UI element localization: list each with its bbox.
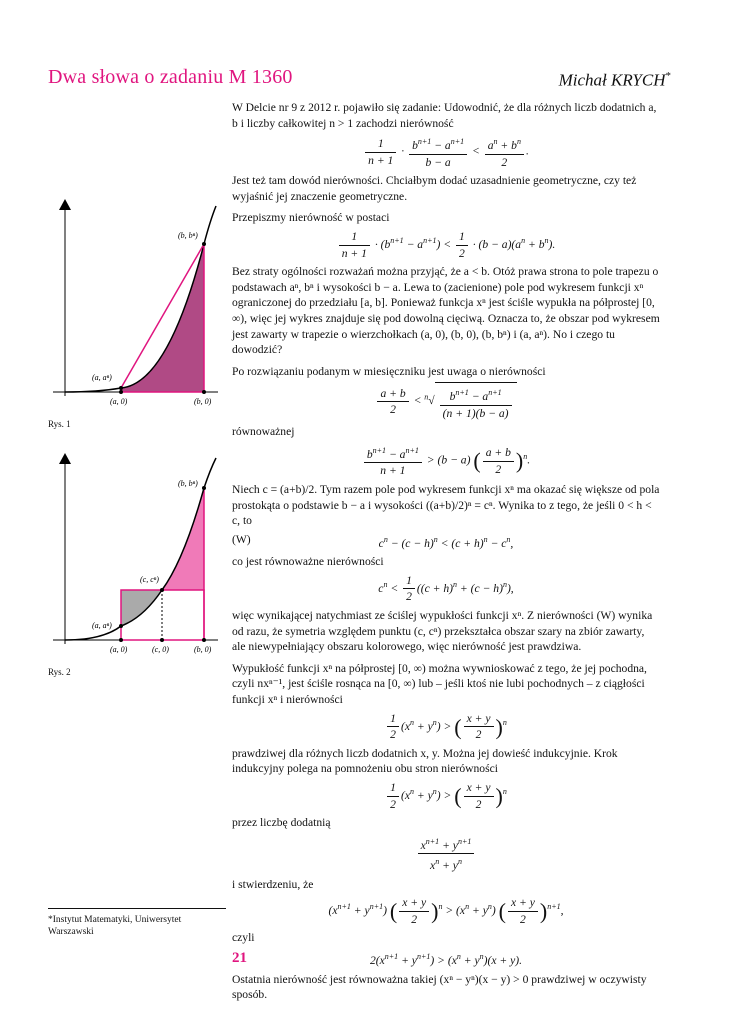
figure-1 xyxy=(48,196,228,416)
equation-3: $\frac{a + b}{2}$ < $^n$√ $\frac{b^{n+1} - a^{n+1}}{(n + 1)(b - a)}$ xyxy=(232,382,660,421)
equation-5: $c^n$ < $\frac{1}{2}$ $((c + h)^n + (c - h)^n)$, xyxy=(378,573,514,604)
footnote: *Instytut Matematyki, Uniwersytet Warszawski xyxy=(48,915,182,937)
fig2-label-a0: (a, 0) xyxy=(110,645,128,654)
paragraph-11: prawdziwej dla różnych liczb dodatnich x, y. Można jej dowieść indukcyjnie. Krok indukcyjny polega na pomnożeniu obu stron nierówności xyxy=(232,746,618,776)
figure-2 xyxy=(48,450,228,662)
equation-10: $2(x^{n+1} + y^{n+1}) > (x^n + y^n)(x + y)$. xyxy=(369,952,523,967)
main-text-column xyxy=(232,100,660,1003)
fig1-label-a0: (a, 0) xyxy=(110,397,128,406)
equation-2: $\frac{1}{n + 1}$ · $(b^{n+1} - a^{n+1})$ < $\frac{1}{2}$ · $(b - a)(a^n + b^n)$. xyxy=(232,229,660,261)
equation-4: $\frac{b^{n+1} - a^{n+1}}{n + 1}$ > (b − a) ( $\frac{a + b}{2}$ )$^n$. xyxy=(232,443,660,479)
paragraph-14: czyli xyxy=(232,931,255,945)
fig1-label-b0: (b, 0) xyxy=(194,397,212,406)
paragraph-7: Niech c = (a+b)/2. Tym razem pole pod wykresem funkcji xⁿ ma okazać się większe od pola prostokąta o podstawie b − a i wysokości ((a+b)/2)ⁿ = cⁿ. Wynika to z tego, że jeśli 0 < h < c, to xyxy=(232,483,660,528)
fig1-y-arrow xyxy=(59,199,71,210)
equation-9: $(x^{n+1} + y^{n+1})$ ( $\frac{x + y}{2}$ )$^n > (x^n + y^n)$ ( $\frac{x + y}{2}$ )$^{n+1}$, xyxy=(328,896,564,926)
fig2-label-c0: (c, 0) xyxy=(152,645,169,654)
paragraph-9: więc wynikającej natychmiast ze ściślej wypukłości funkcji xⁿ. Z nierówności (W) wynika od razu, że symetria względem punktu (c, cⁿ) przekształca obszar szary na zbiór zawarty, ale niewypełniający obszaru kolorowego, więc nierówność jest prawdziwa. xyxy=(232,609,653,654)
equation-8: $\frac{x^{n+1} + y^{n+1}}{x^n + y^n}$ xyxy=(232,834,660,874)
w-label: (W) xyxy=(232,532,251,546)
paragraph-12: przez liczbę dodatnią xyxy=(232,816,331,830)
paragraph-2: Jest też tam dowód nierówności. Chciałbym dodać uzasadnienie geometryczne, czy też wyjaśnić jej znaczenie geometryczne. xyxy=(232,174,637,203)
paragraph-1: W Delcie nr 9 z 2012 r. pojawiło się zadanie: Udowodnić, że dla różnych liczb dodatnich a, b i liczby całkowitej n > 1 zachodzi nierówność xyxy=(232,101,657,130)
fig1-label-a-an: (a, aⁿ) xyxy=(92,373,112,382)
equation-w: (W) $c^n - (c - h)^n < (c + h)^n - c^n$, xyxy=(232,532,514,550)
fig2-label-a-an: (a, aⁿ) xyxy=(92,621,112,630)
fig2-label-c-cn: (c, cⁿ) xyxy=(140,575,159,584)
paragraph-13: i stwierdzeniu, że xyxy=(232,877,314,891)
paragraph-6: równoważnej xyxy=(232,425,295,439)
paragraph-10: Wypukłość funkcji xⁿ na półprostej [0, ∞) można wywnioskować z tego, że jej pochodna, czyli nxⁿ⁻¹, jest ściśle rosnąca na [0, ∞) lub – jeśli ktoś nie lubi pochodnych – z ciągłości funkcji xⁿ i nierówności xyxy=(232,661,647,707)
fig2-pink-area xyxy=(162,488,204,590)
fig2-label-b-bn: (b, bⁿ) xyxy=(178,479,198,488)
paragraph-3: Przepiszmy nierówność w postaci xyxy=(232,211,390,225)
paragraph-5: Po rozwiązaniu podanym w miesięczniku jest uwaga o nierówności xyxy=(232,364,546,378)
figure-1-caption: Rys. 1 xyxy=(48,419,71,429)
fig2-label-b0: (b, 0) xyxy=(194,645,212,654)
equation-1: $\frac{1}{n + 1}$ · $\frac{b^{n+1} - a^{n+1}}{b - a}$ < $\frac{a^n + b^n}{2}$ . xyxy=(232,134,660,170)
footnote-divider xyxy=(48,908,226,909)
fig2-gray-area xyxy=(121,590,162,626)
paragraph-8: co jest równoważne nierówności xyxy=(232,555,384,569)
fig1-label-b-bn: (b, bⁿ) xyxy=(178,231,198,240)
page-number: 21 xyxy=(232,950,247,966)
paragraph-15: Ostatnia nierówność jest równoważna takiej (xⁿ − yⁿ)(x − y) > 0 prawdziwej w oczywisty sposób. xyxy=(232,972,647,1002)
equation-6: $\frac{1}{2}$ $(x^n + y^n)$ > ( $\frac{x + y}{2}$ )$^n$ xyxy=(232,711,660,743)
equation-7: $\frac{1}{2}$ $(x^n + y^n)$ > ( $\frac{x + y}{2}$ )$^n$ xyxy=(232,780,660,812)
author-name: Michał KRYCH* xyxy=(558,70,671,90)
paragraph-4: Bez straty ogólności rozważań można przyjąć, że a < b. Otóż prawa strona to pole trapezu o podstawach aⁿ, bⁿ i wysokości b − a. Lewa to (zacienione) pole pod wykresem funkcji xⁿ ograniczonej do przedziału [a, b]. Ponieważ funkcja xⁿ jest ściśle wypukła na półprostej [0, ∞), więc jej wykres znajduje się pod dowolną cięciwą. Oznacza to, że obszar pod wykresem jest zawarty w trapezie o wierzchołkach (a, 0), (b, 0), (b, bⁿ) i (a, aⁿ). No i czego tu dowodzić? xyxy=(232,265,660,357)
article-title: Dwa słowa o zadaniu M 1360 xyxy=(48,66,293,88)
figure-2-caption: Rys. 2 xyxy=(48,667,71,677)
